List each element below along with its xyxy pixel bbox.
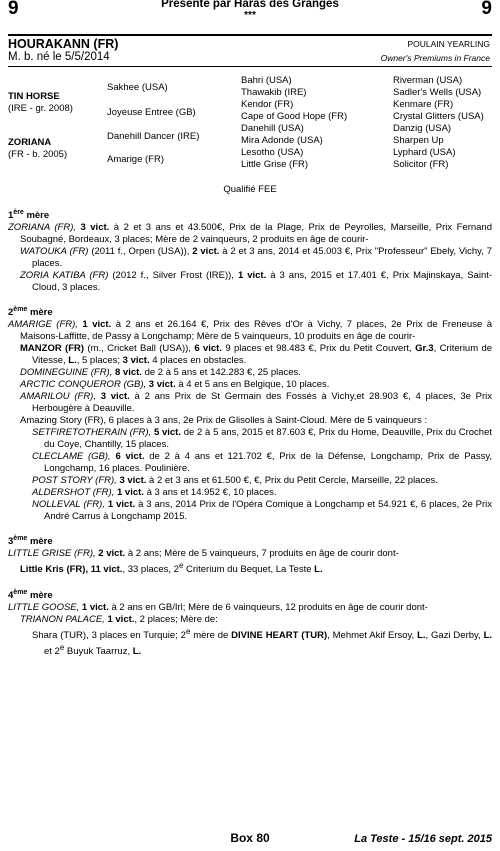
grandparent-1: Sakhee (USA) bbox=[107, 82, 168, 93]
owners-premiums: Owner's Premiums in France bbox=[380, 53, 490, 63]
ggg-parent-3: Kenmare (FR) bbox=[393, 99, 454, 110]
grand-progeny-entry: Shara (TUR), 3 places en Turquie; 2e mère de DIVINE HEART (TUR), Mehmet Akif Ersoy, L., Gazi Derby, L. et 2e Buyuk Taarruz, L. bbox=[32, 626, 493, 658]
generation-heading-1: 1ère mère bbox=[8, 209, 50, 222]
progeny-entry: DOMINEGUINE (FR), 8 vict. de 2 à 5 ans et 142.283 €, 25 places. bbox=[20, 367, 301, 379]
progeny-entry: WATOUKA (FR) (2011 f., Orpen (USA)), 2 vict. à 2 et 3 ans, 2014 et 45.003 €, Prix "Professeur" Ebely, Vichy, 7 places. bbox=[20, 246, 492, 270]
progeny-entry: MANZOR (FR) (m., Cricket Ball (USA)), 6 vict. 9 places et 98.483 €, Prix du Petit Couvert, Gr.3, Criterium de Vitesse, L., 5 places; 3 vict. 4 places en obstacles. bbox=[20, 343, 493, 367]
gg-parent-4: Cape of Good Hope (FR) bbox=[241, 111, 348, 122]
dam-entry-1: ZORIANA (FR), 3 vict. à 2 et 3 ans et 43.500€, Prix de la Plage, Prix de Peyrolles, Marseille, Prix Fernand Soubagné, Bordeaux, 3 places; Mère de 2 vainqueurs, 2 produits en âge de courir- bbox=[8, 222, 492, 246]
progeny-entry: Amazing Story (FR), 6 places à 3 ans, 2e Prix de Glisolles à Saint-Cloud. Mère de 5 vainqueurs : bbox=[20, 415, 428, 427]
dam-entry-2: AMARIGE (FR), 1 vict. à 2 ans et 26.164 €, Prix des Rêves d'Or à Vichy, 7 places, 2e Prix de Freneuse à Maisons-Laffitte, de Passy à Longchamp; Mère de 5 vainqueurs, 10 produits en âge de courir- bbox=[8, 319, 492, 343]
gg-parent-5: Danehill (USA) bbox=[241, 123, 304, 134]
grand-progeny-entry: SETFIRETOTHERAIN (FR), 5 vict. de 2 à 5 ans, 2015 et 87.603 €, Prix du Home, Deauville, Prix du Crochet du Coye, Chantilly, 15 places. bbox=[32, 427, 493, 451]
sale-venue-date: La Teste - 15/16 sept. 2015 bbox=[354, 833, 492, 845]
grandparent-3: Danehill Dancer (IRE) bbox=[107, 131, 200, 142]
horse-type: POULAIN YEARLING bbox=[407, 39, 490, 49]
dam-name: ZORIANA bbox=[8, 137, 52, 148]
generation-heading-3: 3ème mère bbox=[8, 535, 53, 548]
grandparent-2: Joyeuse Entree (GB) bbox=[107, 107, 196, 118]
presenter-title: Présenté par Haras des Granges bbox=[161, 0, 339, 10]
ggg-parent-1: Riverman (USA) bbox=[393, 75, 463, 86]
horse-name: HOURAKANN (FR) bbox=[8, 37, 119, 51]
ggg-parent-4: Crystal Glitters (USA) bbox=[393, 111, 484, 122]
grand-progeny-entry: CLECLAME (GB), 6 vict. de 2 à 4 ans et 121.702 €, Prix de la Défense, Longchamp, Prix de Passy, Longchamp, 16 places. Poulinière. bbox=[32, 451, 493, 475]
ggg-parent-8: Solicitor (FR) bbox=[393, 159, 449, 170]
generation-heading-2: 2ème mère bbox=[8, 306, 53, 319]
gg-parent-6: Mira Adonde (USA) bbox=[241, 135, 323, 146]
gg-parent-7: Lesotho (USA) bbox=[241, 147, 304, 158]
horse-description: M. b. né le 5/5/2014 bbox=[8, 51, 110, 63]
progeny-entry: TRIANON PALACE, 1 vict., 2 places; Mère de: bbox=[20, 613, 218, 625]
sire-info: (IRE - gr. 2008) bbox=[8, 103, 73, 114]
sire-name: TIN HORSE bbox=[8, 91, 60, 102]
ggg-parent-2: Sadler's Wells (USA) bbox=[393, 87, 482, 98]
box-number: Box 80 bbox=[230, 831, 270, 845]
progeny-entry: Little Kris (FR), 11 vict., 33 places, 2e Criterium du Bequet, La Teste L. bbox=[20, 561, 323, 576]
ggg-parent-7: Lyphard (USA) bbox=[393, 147, 456, 158]
grand-progeny-entry: ALDERSHOT (FR), 1 vict. à 3 ans et 14.952 €, 10 places. bbox=[32, 487, 277, 499]
gg-parent-2: Thawakib (IRE) bbox=[241, 87, 307, 98]
gg-parent-8: Little Grise (FR) bbox=[241, 159, 309, 170]
dam-entry-4: LITTLE GOOSE, 1 vict. à 2 ans en GB/Irl; Mère de 6 vainqueurs, 12 produits en âge de courir dont- bbox=[8, 601, 428, 613]
ggg-parent-5: Danzig (USA) bbox=[393, 123, 452, 134]
dam-lines bbox=[8, 207, 492, 658]
ggg-parent-6: Sharpen Up bbox=[393, 135, 444, 146]
header-rule-bottom bbox=[8, 66, 492, 67]
progeny-entry: ARCTIC CONQUEROR (GB), 3 vict. à 4 et 5 ans en Belgique, 10 places. bbox=[20, 379, 330, 391]
stars: *** bbox=[244, 10, 256, 21]
qualification-note: Qualifié FEE bbox=[223, 184, 277, 195]
lot-number-right: 9 bbox=[481, 0, 492, 19]
grand-progeny-entry: POST STORY (FR), 3 vict. à 2 et 3 ans et 61.500 €, €, Prix du Petit Cercle, Marseille, 22 places. bbox=[32, 475, 438, 487]
gg-parent-3: Kendor (FR) bbox=[241, 99, 294, 110]
progeny-entry: ZORIA KATIBA (FR) (2012 f., Silver Frost (IRE)), 1 vict. à 3 ans, 2015 et 17.401 €, Prix Majinskaya, Saint-Cloud, 3 places. bbox=[20, 270, 493, 294]
gg-parent-1: Bahri (USA) bbox=[241, 75, 292, 86]
grand-progeny-entry: NOLLEVAL (FR), 1 vict. à 3 ans, 2014 Prix de l'Opéra Comique à Longchamp et 54.921 €, 6 places, 2e Prix André Carrus à Longchamp 2015. bbox=[32, 499, 493, 523]
generation-heading-4: 4ème mère bbox=[8, 588, 53, 601]
progeny-entry: AMARILOU (FR), 3 vict. à 2 ans Prix de St Germain des Fossés à Vichy,et 28.903 €, 4 places, 3e Prix Herbougère à Deauville. bbox=[20, 391, 493, 415]
dam-entry-3: LITTLE GRISE (FR), 2 vict. à 2 ans; Mère de 5 vainqueurs, 7 produits en âge de courir dont- bbox=[8, 548, 399, 560]
grandparent-4: Amarige (FR) bbox=[107, 154, 165, 165]
header-rule-top bbox=[8, 34, 492, 36]
dam-info: (FR - b. 2005) bbox=[8, 149, 68, 160]
lot-number-left: 9 bbox=[8, 0, 19, 19]
